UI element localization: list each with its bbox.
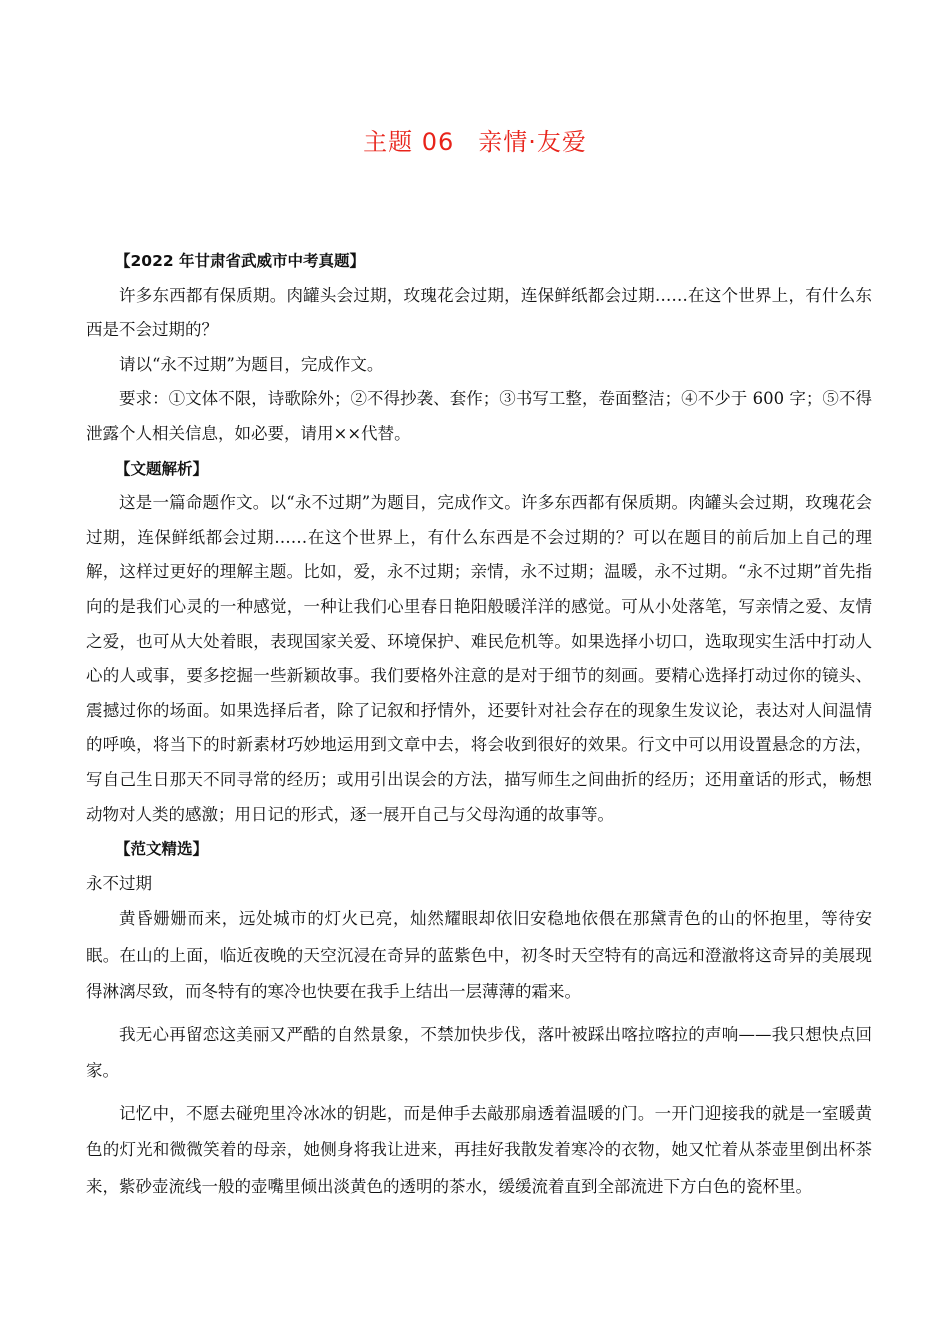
document-body — [86, 244, 872, 1205]
essay-paragraph: 我无心再留恋这美丽又严酷的自然景象，不禁加快步伐，落叶被踩出喀拉喀拉的声响——我只想快点回家。 — [86, 1024, 872, 1081]
analysis-label: 【文题解析】 — [115, 459, 209, 478]
prompt-paragraph: 要求：①文体不限，诗歌除外；②不得抄袭、套作；③书写工整，卷面整洁；④不少于 600 字；⑤不得泄露个人相关信息，如必要，请用××代替。 — [86, 389, 872, 443]
page-title-prefix: 主题 06 — [363, 128, 455, 156]
page-title-main: 亲情·友爱 — [478, 128, 587, 156]
essay-paragraph: 记忆中，不愿去碰兜里冷冰冰的钥匙，而是伸手去敲那扇透着温暖的门。一开门迎接我的就是一室暖黄色的灯光和微微笑着的母亲，她侧身将我让进来，再挂好我散发着寒冷的衣物，她又忙着从茶壶里倒出杯茶来，紫砂壶流线一般的壶嘴里倾出淡黄色的透明的茶水，缓缓流着直到全部流进下方白色的瓷杯里。 — [86, 1103, 872, 1196]
page-title — [0, 122, 950, 157]
source-label: 【2022 年甘肃省武威市中考真题】 — [115, 252, 366, 270]
sample-label: 【范文精选】 — [115, 840, 209, 859]
essay-body — [86, 901, 872, 1205]
essay-paragraph: 黄昏姗姗而来，远处城市的灯火已亮，灿然耀眼却依旧安稳地依偎在那黛青色的山的怀抱里，等待安眠。在山的上面，临近夜晚的天空沉浸在奇异的蓝紫色中，初冬时天空特有的高远和澄澈将这奇异的美展现得淋漓尽致，而冬特有的寒冷也快要在我手上结出一层薄薄的霜来。 — [86, 909, 872, 1002]
essay-title: 永不过期 — [86, 873, 152, 893]
analysis-paragraph: 这是一篇命题作文。以“永不过期”为题目，完成作文。许多东西都有保质期。肉罐头会过期，玫瑰花会过期，连保鲜纸都会过期……在这个世界上，有什么东西是不会过期的？可以在题目的前后加上自己的理解，这样过更好的理解主题。比如，爱，永不过期；亲情，永不过期；温暖，永不过期。“永不过期”首先指向的是我们心灵的一种感觉，一种让我们心里春日艳阳般暖洋洋的感觉。可从小处落笔，写亲情之爱、友情之爱，也可从大处着眼，表现国家关爱、环境保护、难民危机等。如果选择小切口，选取现实生活中打动人心的人或事，要多挖掘一些新颖故事。我们要格外注意的是对于细节的刻画。要精心选择打动过你的镜头、震撼过你的场面。如果选择后者，除了记叙和抒情外，还要针对社会存在的现象生发议论，表达对人间温情的呼唤，将当下的时新素材巧妙地运用到文章中去，将会收到很好的效果。行文中可以用设置悬念的方法，写自己生日那天不同寻常的经历；或用引出误会的方法，描写师生之间曲折的经历；还用童话的形式，畅想动物对人类的感激；用日记的形式，逐一展开自己与父母沟通的故事等。 — [86, 493, 872, 824]
prompt-paragraph: 许多东西都有保质期。肉罐头会过期，玫瑰花会过期，连保鲜纸都会过期……在这个世界上，有什么东西是不会过期的？ — [86, 285, 872, 340]
prompt-paragraph: 请以“永不过期”为题目，完成作文。 — [119, 354, 384, 374]
